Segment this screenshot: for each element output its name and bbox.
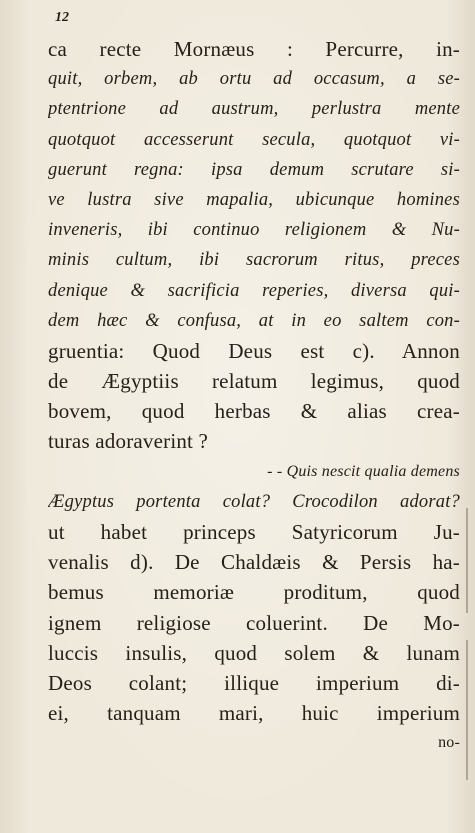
body-text (48, 34, 460, 759)
text-line: ut habet princeps Satyricorum Ju- (48, 520, 460, 544)
text-line: venalis d). De Chaldæis & Persis ha- (48, 550, 460, 575)
text-line: gruentia: Quod Deus est c). Annon (48, 338, 460, 363)
text-line: quit, orbem, ab ortu ad occasum, a se- (48, 69, 460, 90)
text-line: turas adoraverint ? (48, 429, 209, 454)
margin-edge-shadow (466, 508, 468, 613)
quote-line: Ægyptus portenta colat? Crocodilon adorat? (48, 491, 460, 512)
text-line: Deos colant; illique imperium di- (48, 670, 460, 695)
quote-line: - - Quis nescit qualia demens (267, 462, 460, 480)
text-line: inveneris, ibi continuo religionem & Nu- (48, 220, 460, 241)
text-line: denique & sacrificia reperies, diversa qui- (48, 280, 460, 301)
catchword: no- (438, 734, 460, 752)
page-number: 12 (55, 10, 69, 25)
text-line: minis cultum, ibi sacrorum ritus, preces (48, 250, 460, 271)
text-line: ve lustra sive mapalia, ubicunque homines (48, 189, 460, 210)
text-line: ignem religiose coluerint. De Mo- (48, 610, 460, 635)
text-line: ei, tanquam mari, huic imperium (48, 701, 460, 726)
text-line: guerunt regna: ipsa demum scrutare si- (48, 159, 460, 180)
text-line: dem hæc & confusa, at in eo saltem con- (48, 310, 460, 331)
text-line: ca recte Mornæus : Percurre, in- (48, 37, 460, 61)
text-line: ptentrione ad austrum, perlustra mente (48, 99, 460, 120)
text-line: bovem, quod herbas & alias crea- (48, 399, 460, 424)
text-line: luccis insulis, quod solem & lunam (48, 640, 460, 665)
margin-edge-shadow (466, 640, 468, 780)
text-line: de Ægyptiis relatum legimus, quod (48, 369, 460, 394)
text-line: bemus memoriæ proditum, quod (48, 580, 460, 605)
text-line: quotquot accesserunt secula, quotquot vi- (48, 129, 460, 150)
